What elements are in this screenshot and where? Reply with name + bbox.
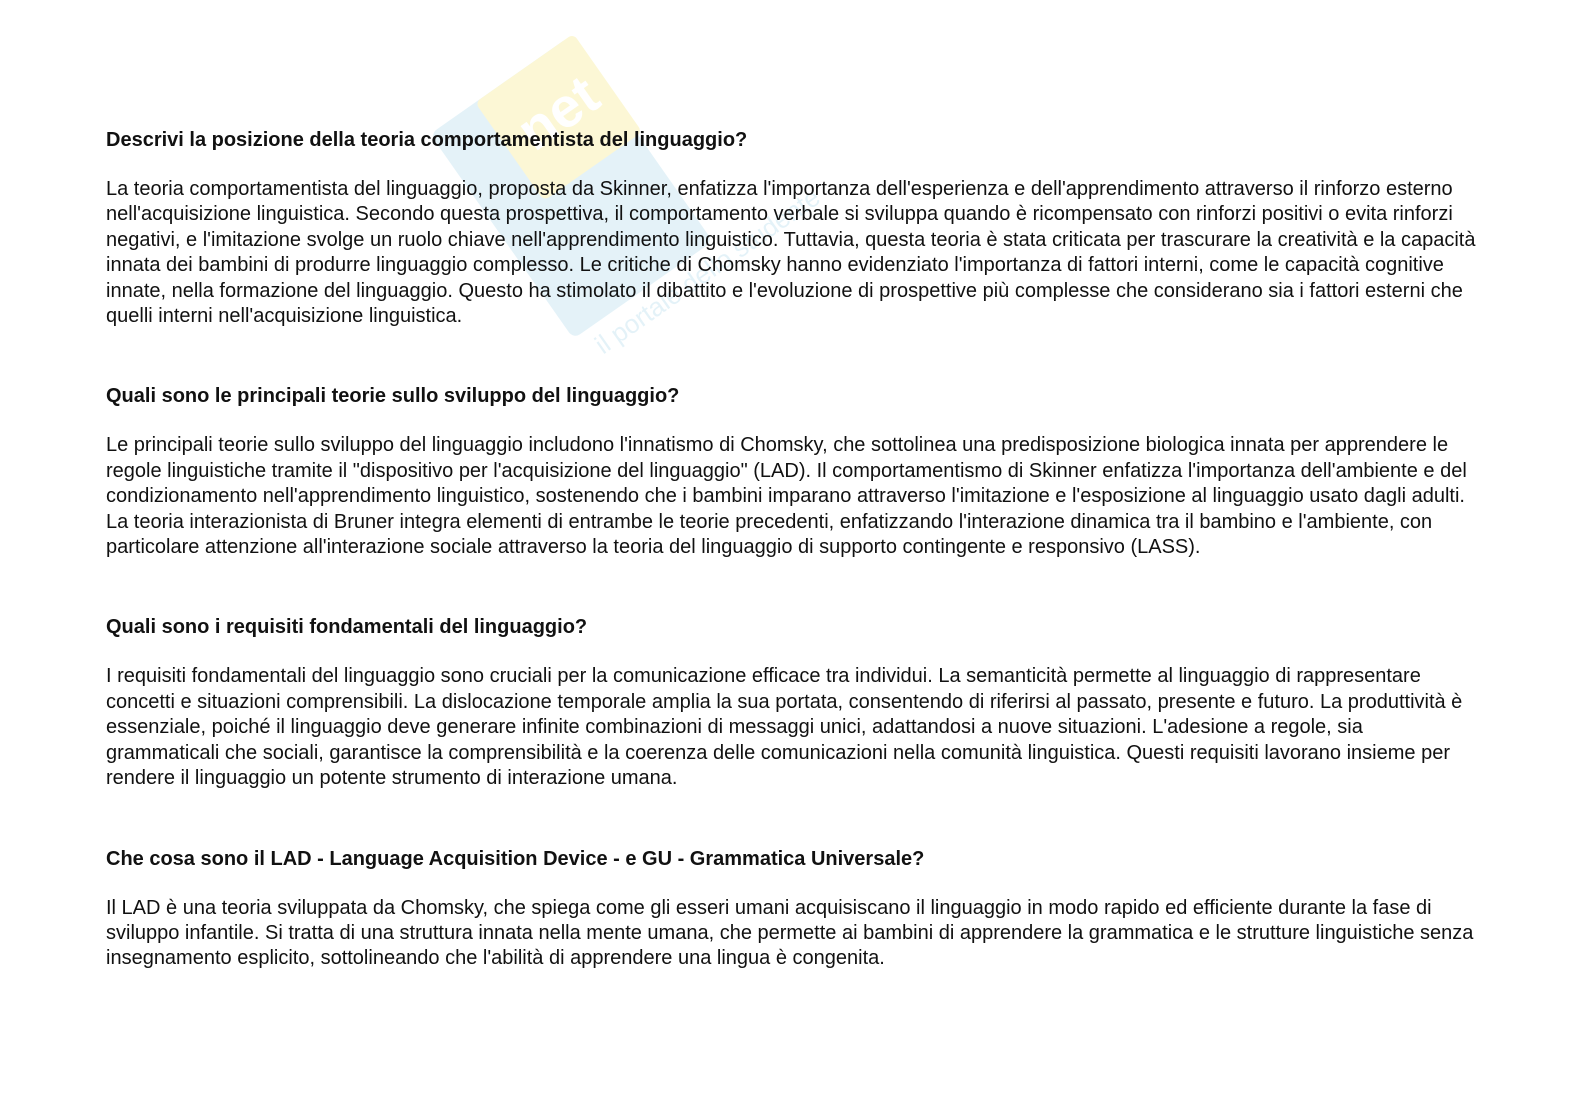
answer-paragraph: La teoria comportamentista del linguaggio, proposta da Skinner, enfatizza l'importanza dell'esperienza e dell'apprendimento attraverso il rinforzo esterno nell'acquisizione linguistica. Secondo questa prospettiva, il comportamento verbale si sviluppa quando è ricompensato con rinforzi positivi o evita rinforzi negativi, e l'imitazione svolge un ruolo chiave nell'apprendimento linguistico. Tuttavia, questa teoria è stata criticata per trascurare la creatività e la capacità innata dei bambini di produrre linguaggio complesso. Le critiche di Chomsky hanno evidenziato l'importanza di fattori interni, come le capacità cognitive innate, nella formazione del linguaggio. Questo ha stimolato il dibattito e l'evoluzione di prospettive più complesse che considerano sia i fattori esterni che quelli interni nell'acquisizione linguistica. [106,178,1476,328]
watermark-tagline: il portale dello studente [589,181,826,360]
answer-paragraph: I requisiti fondamentali del linguaggio sono cruciali per la comunicazione efficace tra individui. La semanticità permette al linguaggio di rappresentare concetti e situazioni comprensibili. La dislocazione temporale amplia la sua portata, consentendo di riferirsi al passato, presente e futuro. La produttività è essenziale, poiché il linguaggio deve generare infinite combinazioni di messaggi unici, adattandosi a nuove situazioni. L'adesione a regole, sia grammaticali che sociali, garantisce la comprensibilità e la coerenza delle comunicazioni nella comunità linguistica. Questi requisiti lavorano insieme per rendere il linguaggio un potente strumento di interazione umana. [106,665,1463,790]
qa-section-2 [106,384,1476,560]
qa-section-1 [106,128,1476,329]
answer-paragraph: Il LAD è una teoria sviluppata da Chomsky, che spiega come gli esseri umani acquisiscano il linguaggio in modo rapido ed efficiente durante la fase di sviluppo infantile. Si tratta di una struttura innata nella mente umana, che permette ai bambini di apprendere la grammatica e le strutture linguistiche senza insegnamento esplicito, sottolineando che l'abilità di apprendere una lingua è congenita. [106,896,1474,970]
answer-paragraph: Le principali teorie sullo sviluppo del linguaggio includono l'innatismo di Chomsky, che sottolinea una predisposizione biologica innata per apprendere le regole linguistiche tramite il "dispositivo per l'acquisizione del linguaggio" (LAD). Il comportamentismo di Skinner enfatizza l'importanza dell'ambiente e del condizionamento nell'apprendimento linguistico, sostenendo che i bambini imparano attraverso l'imitazione e l'esposizione al linguaggio usato dagli adulti. La teoria interazionista di Bruner integra elementi di entrambe le teorie precedenti, enfatizzando l'interazione dinamica tra il bambino e l'ambiente, con particolare attenzione all'interazione sociale attraverso la teoria del linguaggio di supporto contingente e responsivo (LASS). [106,434,1467,559]
question-heading: Quali sono i requisiti fondamentali del linguaggio? [106,616,588,639]
question-heading: Quali sono le principali teorie sullo sviluppo del linguaggio? [106,385,680,408]
qa-section-3 [106,615,1476,791]
question-heading: Che cosa sono il LAD - Language Acquisition Device - e GU - Grammatica Universale? [106,847,925,870]
qa-section-4 [106,847,1476,972]
document-content [106,128,1476,1027]
question-heading: Descrivi la posizione della teoria comportamentista del linguaggio? [106,129,748,151]
watermark-text: net [505,62,611,163]
